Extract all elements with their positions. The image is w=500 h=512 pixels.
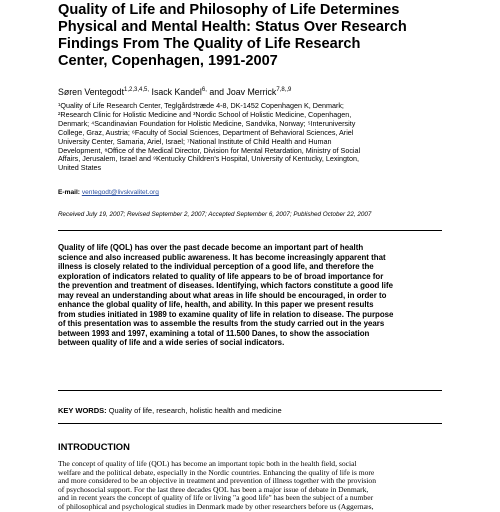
- paper-title: [58, 2, 458, 70]
- affiliation-line: Denmark; ⁴Scandinavian Foundation for Holistic Medicine, Sandvika, Norway; ⁵Interuniversity: [58, 118, 356, 128]
- email-label: E-mail:: [58, 189, 80, 196]
- middle-divider: [58, 390, 442, 391]
- intro-line: of psychosocial support. For the last three decades QOL has been a major issue of debate in Denmark,: [58, 484, 369, 494]
- affiliations: [58, 102, 438, 173]
- intro-line: and more considered to be an objective in treatment and prevention of illness together with the provision: [58, 476, 377, 486]
- abstract-line: the prevention and treatment of diseases. Identifying, which factors constitute a good life: [58, 281, 393, 290]
- affiliation-line: ²Research Clinic for Holistic Medicine and ³Nordic School of Holistic Medicine, Copenhagen,: [58, 109, 352, 119]
- intro-line: welfare and the political debate, especially in the Nordic countries. Enhancing the quality of life is more: [58, 467, 375, 477]
- affiliation-marker: 1,2,3,4,5,: [124, 87, 150, 94]
- affiliation-line: University Center, Samaria, Ariel, Israel; ⁷National Institute of Child Health and Human: [58, 136, 332, 146]
- affiliation-line: Affairs, Jerusalem, Israel and ⁹Kentucky Children's Hospital, University of Kentucky, Lexington,: [58, 154, 360, 164]
- abstract-line: illness is closely related to the individual perception of a good life, and therefore the: [58, 262, 374, 271]
- keywords: [58, 406, 282, 415]
- intro-line: and in recent years the concept of quality of life or living "a good life" has been the subject of a number: [58, 493, 374, 503]
- abstract-line: from studies initiated in 1989 to examine quality of life in relation to disease. The purpose: [58, 309, 394, 319]
- affiliation-line: College, Graz, Austria; ⁶Faculty of Social Sciences, Department of Behavioral Sciences, Ariel: [58, 127, 354, 137]
- title-line: Findings From The Quality of Life Research: [58, 36, 361, 52]
- abstract-line: science and also increased public awareness. It has become increasingly apparent that: [58, 252, 386, 262]
- publication-dates: Received July 19, 2007; Revised September 2, 2007; Accepted September 6, 2007; Published October 22, 2007: [58, 211, 372, 218]
- affiliation-marker: 6,: [201, 87, 207, 94]
- abstract-line: Quality of life (QOL) has over the past decade become an important part of health: [58, 243, 364, 252]
- keywords-text: Quality of life, research, holistic health and medicine: [108, 406, 282, 415]
- affiliation-marker: 7,8,,9: [276, 87, 292, 94]
- abstract-line: exploration of indicators related to quality of life appears to be of broad importance for: [58, 271, 384, 281]
- abstract-line: between 1993 and 1997, examining a total of 11.500 Danes, to show the association: [58, 328, 370, 338]
- email-link[interactable]: ventegodt@livskvalitet.org: [81, 189, 159, 196]
- top-divider: [58, 230, 442, 231]
- title-line: Physical and Mental Health: Status Over Research: [58, 19, 407, 35]
- introduction-body: [58, 460, 442, 512]
- email-line: [58, 189, 159, 196]
- title-line: Center, Copenhagen, 1991-2007: [58, 53, 278, 69]
- abstract-line: enhance the global quality of life, health, and ability. In this paper we present results: [58, 300, 374, 309]
- bottom-divider: [58, 423, 442, 424]
- abstract-line: may reveal an understanding about what areas in life should be encouraged, in order to: [58, 290, 387, 300]
- abstract: [58, 243, 442, 348]
- author-list: Søren Ventegodt$^{1,2,3,4,5,}$ Isack Kandel$^{6,}$ and Joav Merrick$^{7,8,,9}$: [58, 87, 292, 97]
- affiliation-line: ¹Quality of Life Research Center, Teglgårdstræde 4-8, DK-1452 Copenhagen K, Denmark;: [58, 101, 344, 110]
- affiliation-line: United States: [58, 163, 102, 173]
- intro-line: The concept of quality of life (QOL) has become an important topic both in the health field, social: [58, 459, 357, 468]
- abstract-line: between quality of life and a wide series of social indicators.: [58, 338, 285, 347]
- abstract-line: of this presentation was to assemble the results from the study carried out in the years: [58, 319, 385, 328]
- section-heading: INTRODUCTION: [58, 441, 130, 452]
- affiliation-line: Development, ⁸Office of the Medical Director, Division for Mental Retardation, Ministry of Social: [58, 145, 361, 155]
- title-line: Quality of Life and Philosophy of Life Determines: [58, 2, 400, 18]
- intro-line: of philosophical and psychological studies in Denmark made by other researchers before us (Aggernæs,: [58, 501, 374, 511]
- keywords-label: KEY WORDS:: [58, 406, 107, 415]
